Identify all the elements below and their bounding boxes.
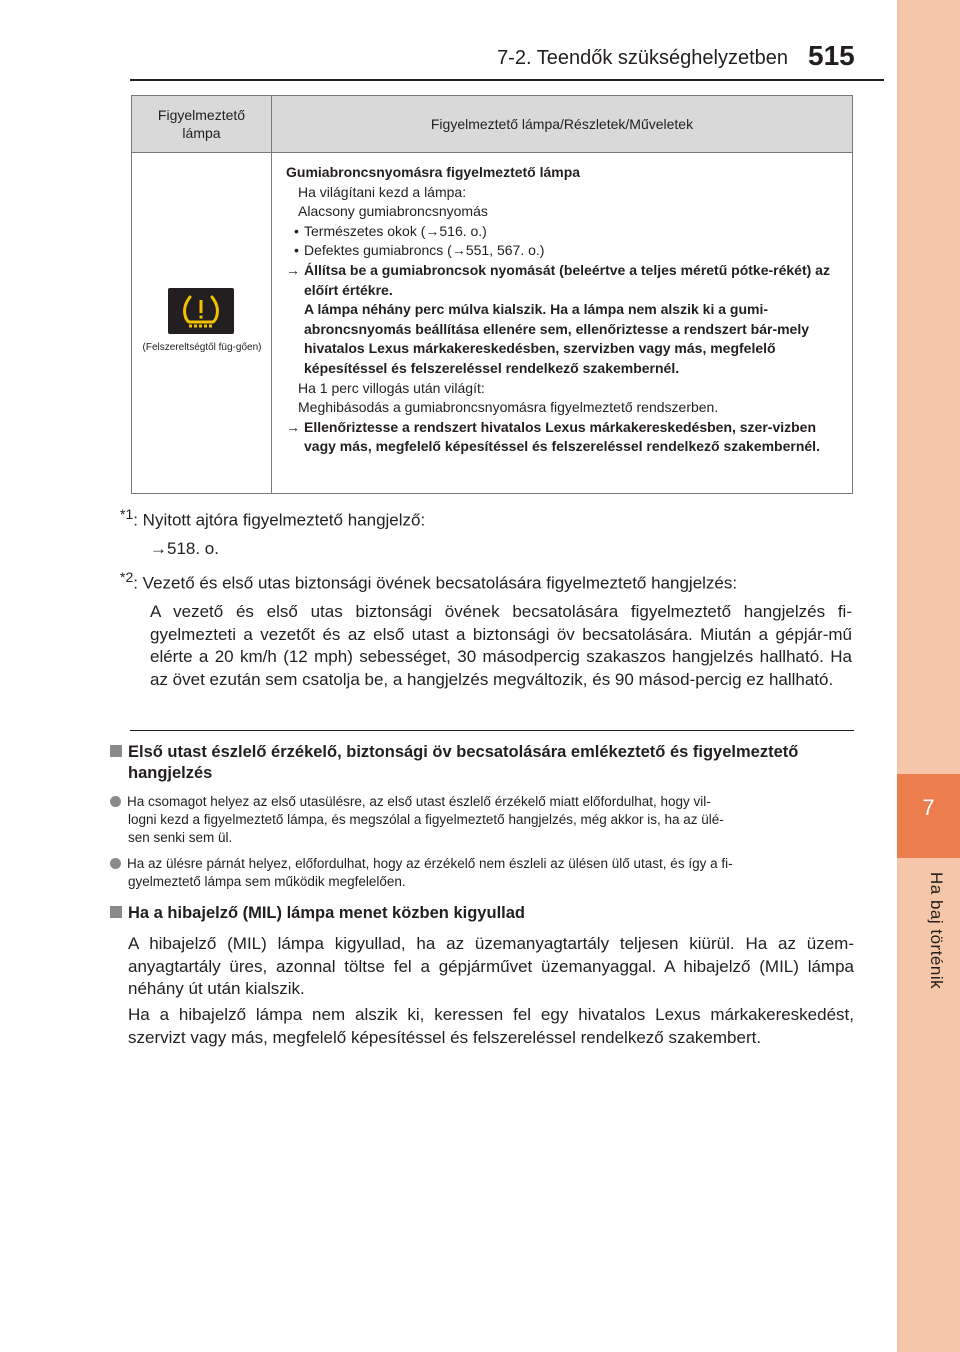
footnote-label: : Vezető és első utas biztonsági övének becsatolására figyelmeztető hangjelzés: — [133, 573, 738, 593]
paragraph: Ha a hibajelző lámpa nem alszik ki, keressen fel egy hivatalos Lexus márkakereskedést, szervizt vagy más, megfelelő képesítéssel és felszereléssel rendelkező szakembert. — [128, 1005, 854, 1047]
footnote-mark: *1 — [120, 506, 134, 522]
action-text: Állítsa be a gumiabroncsok nyomását (beleértve a teljes méretű pótke-rékét) az előírt értékre. — [304, 261, 830, 298]
heading-text: Ha a hibajelző (MIL) lámpa menet közben kigyullad — [128, 904, 525, 922]
detail-cell — [272, 153, 853, 494]
detail-bullet: • Természetes okok (→516. o.) — [286, 222, 844, 242]
header-rule — [130, 79, 884, 81]
arrow-icon: → — [286, 418, 300, 435]
footnote-ref: →518. o. — [150, 539, 219, 558]
arrow-icon: → — [286, 261, 300, 278]
action-text: A lámpa néhány perc múlva kialszik. Ha a lámpa nem alszik ki a gumi-abroncsnyomás beállítása ellenére sem, ellenőriztesse a rendszert bár-mely hivatalos Lexus márkakereskedésben, szervizben vagy más, megfelelő képesítéssel és felszereléssel rendelkező szakembernél. — [304, 301, 810, 376]
chapter-number: 7 — [922, 795, 935, 820]
paragraph: A hibajelző (MIL) lámpa kigyullad, ha az üzemanyagtartály teljesen kiürül. Ha az üzem-anyagtartály üres, azonnal töltse fel a gépjárművet üzemanyaggal. A hibajelző (MIL) lámpa néhány út után kialszik. — [128, 934, 854, 998]
lamp-title: Gumiabroncsnyomásra figyelmeztető lámpa — [286, 164, 581, 180]
square-bullet-icon — [110, 745, 122, 757]
lamp-note: (Felszereltségtől füg-gően) — [142, 342, 262, 353]
divider — [130, 730, 854, 731]
tire-pressure-warning-icon — [168, 288, 234, 334]
col-header-details: Figyelmeztető lámpa/Részletek/Műveletek — [272, 96, 853, 153]
heading-text: hangjelzés — [128, 764, 213, 782]
lamp-cell — [132, 153, 272, 494]
item-text: gyelmeztető lámpa sem működik megfelelően. — [128, 874, 406, 889]
side-strip — [897, 0, 960, 1352]
chapter-label: Ha baj történik — [927, 872, 946, 990]
list-item — [110, 855, 855, 891]
item-text: logni kezd a figyelmeztető lámpa, és megszólal a figyelmeztető hangjelzés, még akkor is, ha az ülé- — [128, 812, 724, 827]
table-row — [132, 153, 853, 494]
warning-lamp-table — [131, 95, 853, 494]
heading-text: Első utast észlelő érzékelő, biztonsági öv becsatolására emlékeztető és figyelmeztető — [128, 743, 799, 761]
item-text: Ha az ülésre párnát helyez, előfordulhat, hogy az érzékelő nem észleli az ülésen ülő utast, és így a fi- — [127, 856, 733, 871]
circle-bullet-icon — [110, 796, 121, 807]
detail-line: Ha világítani kezd a lámpa: — [298, 183, 467, 200]
footnote-label: : Nyitott ajtóra figyelmeztető hangjelző: — [133, 510, 426, 530]
detail-line: Meghibásodás a gumiabroncsnyomásra figyelmeztető rendszerben. — [298, 399, 719, 416]
action-item — [286, 261, 844, 379]
detail-line: Alacsony gumiabroncsnyomás — [298, 203, 488, 220]
item-text: Ha csomagot helyez az első utasülésre, az első utast észlelő érzékelő miatt előfordulhat, hogy vil- — [127, 794, 711, 809]
footnote-2 — [120, 565, 737, 596]
footnote-mark: *2 — [120, 569, 134, 585]
action-item — [286, 418, 844, 457]
table-header-row — [132, 96, 853, 153]
col-header-lamp: Figyelmeztető lámpa — [132, 96, 272, 153]
list-item — [110, 793, 855, 847]
action-text: Ellenőriztesse a rendszert hivatalos Lexus márkakereskedésben, szer-vizben vagy más, megfelelő képesítéssel és felszereléssel rendelkező szakembernél. — [304, 418, 820, 455]
section-heading — [110, 903, 855, 924]
detail-bullet: • Defektes gumiabroncs (→551, 567. o.) — [286, 241, 844, 261]
item-text: sen senki sem ül. — [128, 830, 233, 845]
page-number: 515 — [808, 40, 855, 71]
footnote-1 — [120, 502, 425, 533]
square-bullet-icon — [110, 906, 122, 918]
footnote-body: A vezető és első utas biztonsági övének becsatolására figyelmeztető hangjelzés fi-gyelmezteti a vezetőt és az első utast a biztonsági öv becsatolására. Miután a gépjár-mű elérte a 20 km/h (12 mph) sebességet, 30 másodpercig szakaszos hangjelzés hallható. Ha az övet ezután sem csatolja be, a hangjelzés megváltozik, és 90 másod-percig ez hallható. — [150, 602, 852, 689]
circle-bullet-icon — [110, 858, 121, 869]
detail-line: Ha 1 perc villogás után világít: — [298, 379, 485, 396]
section-heading — [110, 742, 855, 784]
section-title: 7-2. Teendők szükséghelyzetben — [497, 47, 788, 69]
